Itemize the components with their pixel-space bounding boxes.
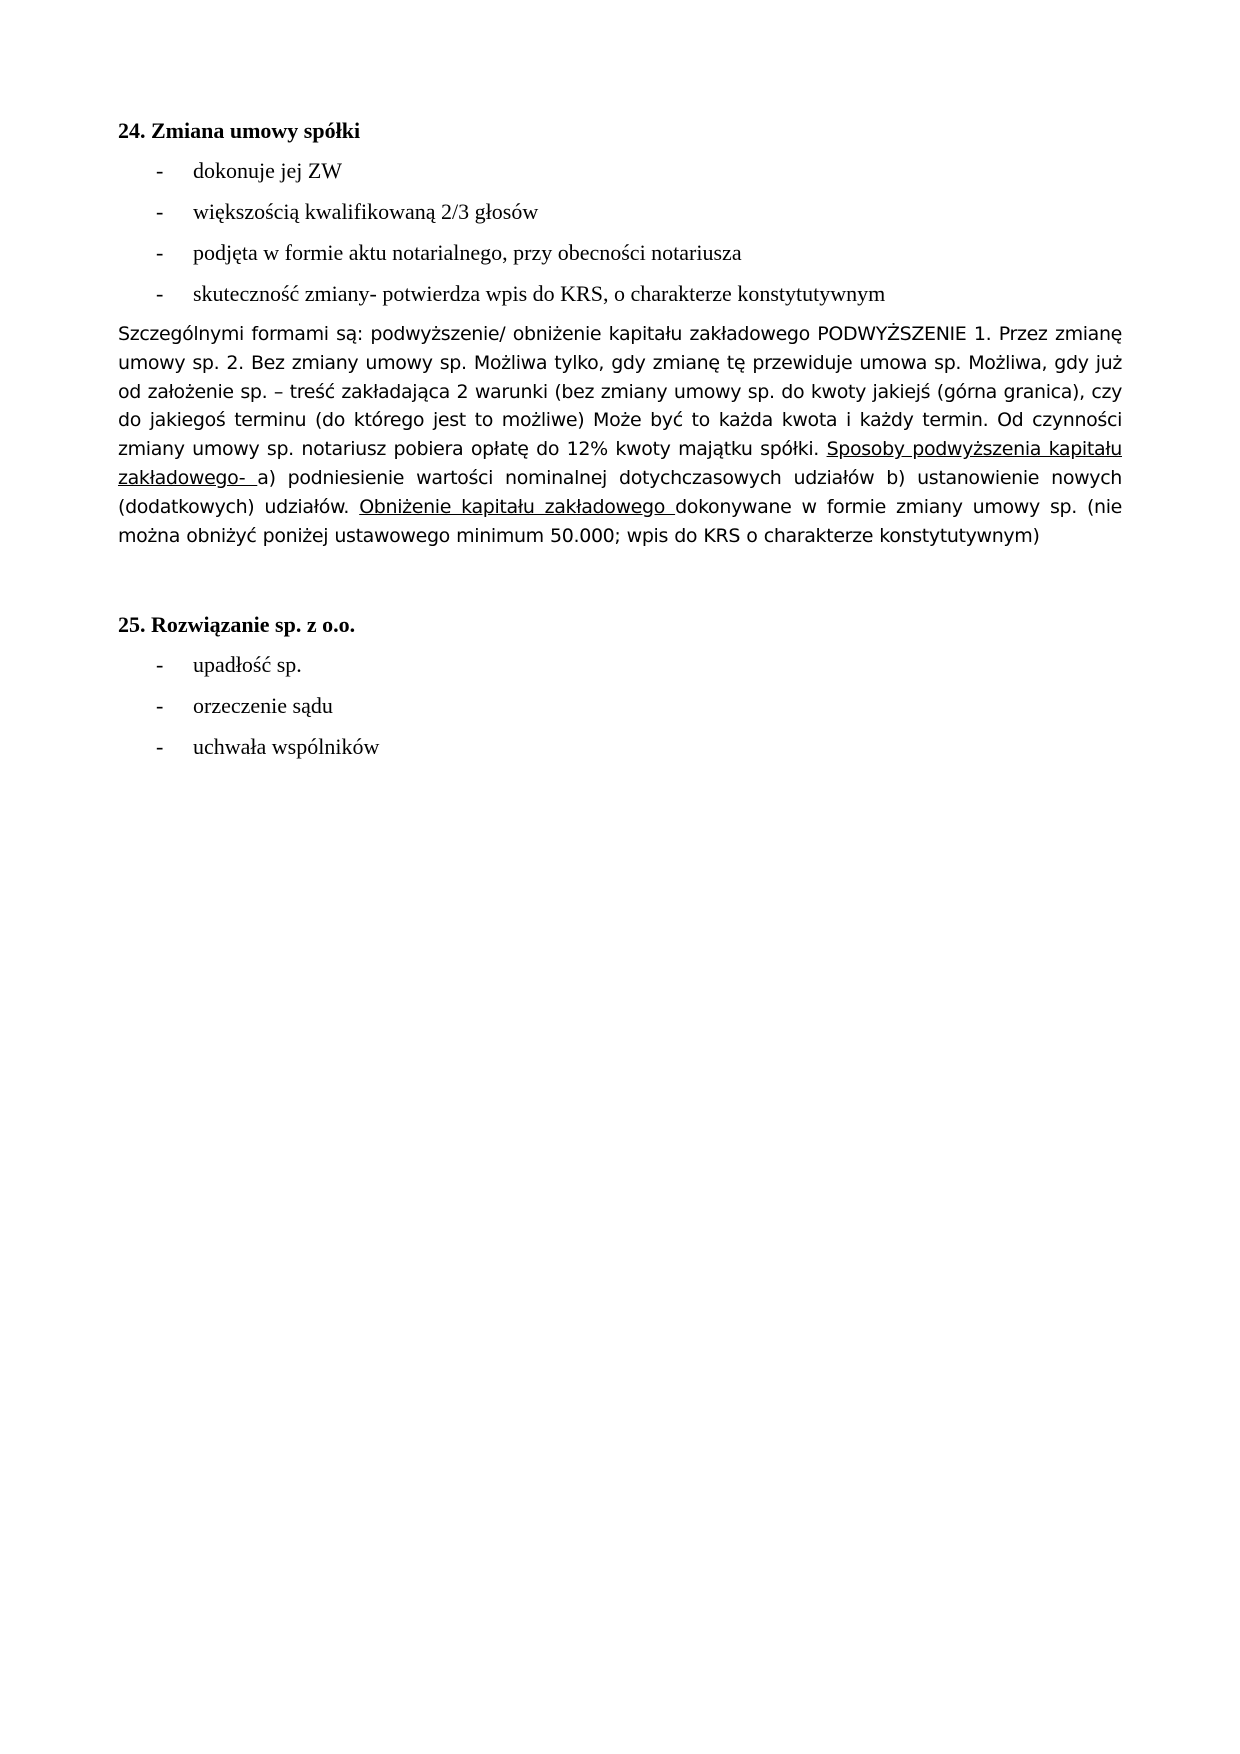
list-item: [118, 691, 1122, 721]
list-item-text: skuteczność zmiany- potwierdza wpis do KRS, o charakterze konstytutywnym: [193, 281, 886, 306]
paragraph-text: Szczególnymi formami są: podwyższenie/ obniżenie kapitału zakładowego PODWYŻSZENIE 1. Przez zmianę umowy sp. 2. Bez zmiany umowy sp. Możliwa tylko, gdy zmianę tę przewiduje umowa sp. Możliwa, gdy już od założenie sp. – treść zakładająca 2 warunki (bez zmiany umowy sp. do kwoty jakiejś (górna granica), czy do jakiegoś terminu (do którego jest to możliwe) Może być to każda kwota i każdy termin. Od czynności zmiany umowy sp. notariusz pobiera opłatę do 12% kwoty majątku spółki.: [118, 323, 1122, 461]
paragraph-text: dokonywane w formie zmiany umowy sp. (nie można obniżyć poniżej ustawowego minimum 50.000; wpis do KRS o charakterze konstytutywnym): [118, 495, 1123, 547]
list-item-text: większością kwalifikowaną 2/3 głosów: [193, 199, 539, 224]
section-24-heading: 24. Zmiana umowy spółki: [118, 118, 361, 143]
list-item: [118, 238, 1122, 268]
bullet-dash: -: [156, 281, 164, 306]
section-25-heading: 25. Rozwiązanie sp. z o.o.: [118, 612, 356, 638]
list-item: [118, 650, 1122, 680]
document-page: [118, 116, 1122, 773]
list-item: [118, 156, 1122, 186]
list-item-text: uchwała wspólników: [193, 734, 380, 760]
bullet-dash: -: [156, 734, 164, 760]
bullet-dash: -: [156, 652, 164, 678]
section-25-list: [118, 650, 1122, 762]
list-item-text: dokonuje jej ZW: [193, 158, 343, 183]
section-24-paragraph: [118, 320, 1122, 550]
list-item-text: orzeczenie sądu: [193, 693, 333, 719]
underlined-phrase-capital-increase: Sposoby podwyższenia kapitału zakładowego-: [118, 438, 1122, 489]
list-item-text: podjęta w formie aktu notarialnego, przy obecności notariusza: [193, 240, 742, 265]
underlined-phrase-capital-reduction: Obniżenie kapitału zakładowego: [359, 495, 676, 518]
section-24-list: [118, 156, 1122, 309]
list-item-text: upadłość sp.: [193, 652, 302, 678]
list-item: [118, 197, 1122, 227]
bullet-dash: -: [156, 240, 164, 265]
section-24: [118, 116, 1122, 550]
list-item: [118, 732, 1122, 762]
bullet-dash: -: [156, 693, 164, 719]
list-item: [118, 279, 1122, 309]
paragraph-text: a) podniesienie wartości nominalnej dotychczasowych udziałów b) ustanowienie nowych (dodatkowych) udziałów.: [118, 466, 1122, 518]
bullet-dash: -: [156, 158, 164, 183]
section-25: [118, 610, 1122, 762]
bullet-dash: -: [156, 199, 164, 224]
